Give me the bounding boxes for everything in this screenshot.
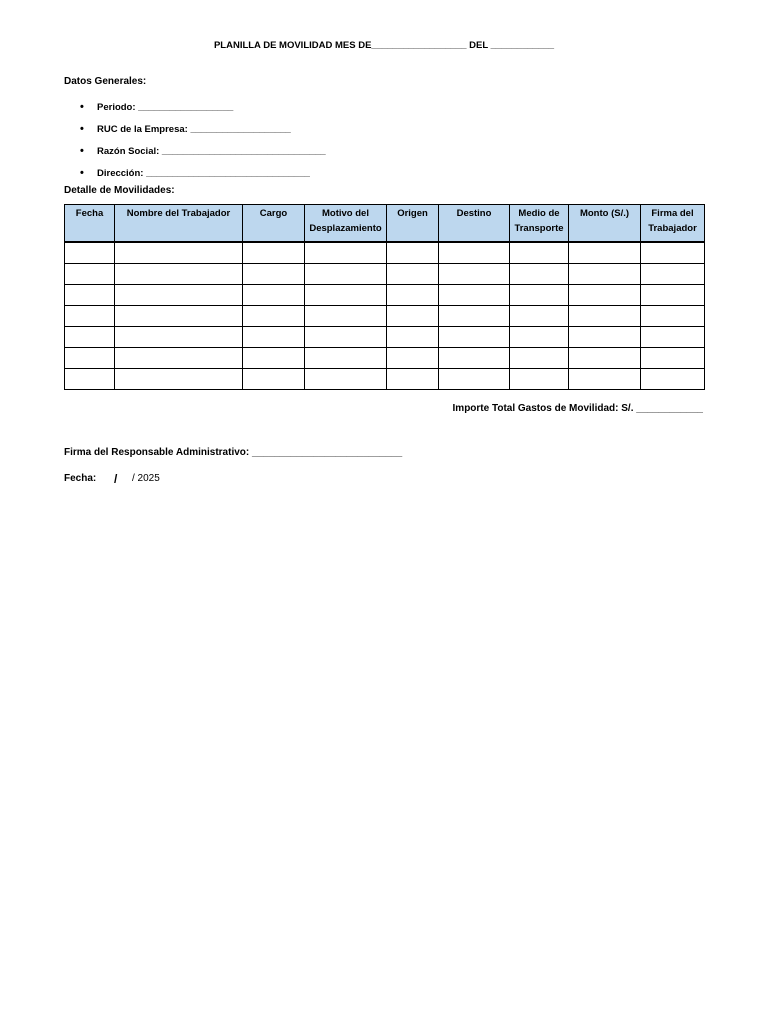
table-cell (439, 285, 510, 306)
table-cell (439, 348, 510, 369)
fecha-label: Fecha: (64, 473, 97, 484)
table-cell (387, 327, 439, 348)
table-cell (641, 369, 705, 390)
bullet-icon: • (80, 123, 84, 135)
table-cell (641, 242, 705, 264)
table-cell (115, 327, 243, 348)
table-row (65, 264, 705, 285)
table-cell (510, 242, 569, 264)
bullet-icon: • (80, 167, 84, 179)
header-cargo: Cargo (243, 205, 305, 243)
table-cell (387, 264, 439, 285)
table-cell (439, 242, 510, 264)
table-cell (439, 327, 510, 348)
table-row (65, 348, 705, 369)
table-cell (305, 242, 387, 264)
header-medio-transporte: Medio de Transporte (510, 205, 569, 243)
table-cell (569, 327, 641, 348)
table-cell (510, 327, 569, 348)
table-cell (65, 348, 115, 369)
fecha-line (64, 472, 160, 486)
datos-generales-list (80, 96, 326, 184)
table-cell (569, 242, 641, 264)
table-cell (115, 306, 243, 327)
table-cell (569, 285, 641, 306)
table-cell (115, 264, 243, 285)
table-cell (387, 306, 439, 327)
table-header-row (65, 205, 705, 243)
table-body (65, 242, 705, 390)
table-cell (65, 327, 115, 348)
table-cell (641, 306, 705, 327)
table-cell (569, 369, 641, 390)
table-cell (305, 348, 387, 369)
table-cell (439, 369, 510, 390)
bullet-icon: • (80, 101, 84, 113)
table-row (65, 327, 705, 348)
table-cell (387, 348, 439, 369)
table-cell (641, 285, 705, 306)
table-cell (510, 306, 569, 327)
datos-generales-heading: Datos Generales: (64, 76, 147, 87)
table-cell (510, 369, 569, 390)
header-origen: Origen (387, 205, 439, 243)
table-cell (115, 285, 243, 306)
table-cell (641, 327, 705, 348)
table-cell (439, 264, 510, 285)
table-cell (439, 306, 510, 327)
table-row (65, 369, 705, 390)
table-cell (387, 369, 439, 390)
table-cell (387, 242, 439, 264)
table-cell (305, 285, 387, 306)
header-firma-trabajador: Firma del Trabajador (641, 205, 705, 243)
table-cell (65, 306, 115, 327)
movilidades-table (64, 204, 705, 390)
document-title: PLANILLA DE MOVILIDAD MES DE__________________ DEL ____________ (213, 40, 555, 51)
table-cell (243, 285, 305, 306)
list-item-periodo (80, 96, 326, 118)
table-cell (65, 242, 115, 264)
firma-responsable: Firma del Responsable Administrativo: ___________________________ (64, 447, 403, 458)
table-cell (305, 369, 387, 390)
detalle-heading: Detalle de Movilidades: (64, 185, 175, 196)
table-cell (569, 306, 641, 327)
table-cell (243, 348, 305, 369)
bullet-icon: • (80, 145, 84, 157)
table-cell (243, 242, 305, 264)
table-cell (641, 264, 705, 285)
header-monto: Monto (S/.) (569, 205, 641, 243)
table-cell (243, 369, 305, 390)
header-destino: Destino (439, 205, 510, 243)
importe-total: Importe Total Gastos de Movilidad: S/. ____________ (452, 403, 703, 414)
table-cell (510, 348, 569, 369)
table-cell (305, 264, 387, 285)
table-cell (510, 285, 569, 306)
table-row (65, 306, 705, 327)
fecha-slash: / (114, 472, 118, 486)
table-cell (65, 369, 115, 390)
periodo-field: Periodo: __________________ (97, 101, 234, 113)
table-cell (387, 285, 439, 306)
table-cell (569, 348, 641, 369)
list-item-razon-social (80, 140, 326, 162)
table-row (65, 242, 705, 264)
direccion-field: Dirección: _______________________________ (97, 167, 310, 179)
header-nombre-trabajador: Nombre del Trabajador (115, 205, 243, 243)
table-cell (305, 327, 387, 348)
razon-social-field: Razón Social: _______________________________ (97, 145, 326, 157)
table-cell (243, 264, 305, 285)
table-cell (65, 285, 115, 306)
table-cell (510, 264, 569, 285)
table-cell (305, 306, 387, 327)
header-motivo: Motivo del Desplazamiento (305, 205, 387, 243)
table-cell (115, 242, 243, 264)
table-cell (65, 264, 115, 285)
table-cell (243, 306, 305, 327)
list-item-ruc (80, 118, 326, 140)
table-cell (115, 348, 243, 369)
table-cell (243, 327, 305, 348)
header-fecha: Fecha (65, 205, 115, 243)
list-item-direccion (80, 162, 326, 184)
fecha-year: / 2025 (132, 473, 160, 484)
table-cell (641, 348, 705, 369)
table-cell (569, 264, 641, 285)
ruc-field: RUC de la Empresa: ___________________ (97, 123, 291, 135)
table-row (65, 285, 705, 306)
table-cell (115, 369, 243, 390)
